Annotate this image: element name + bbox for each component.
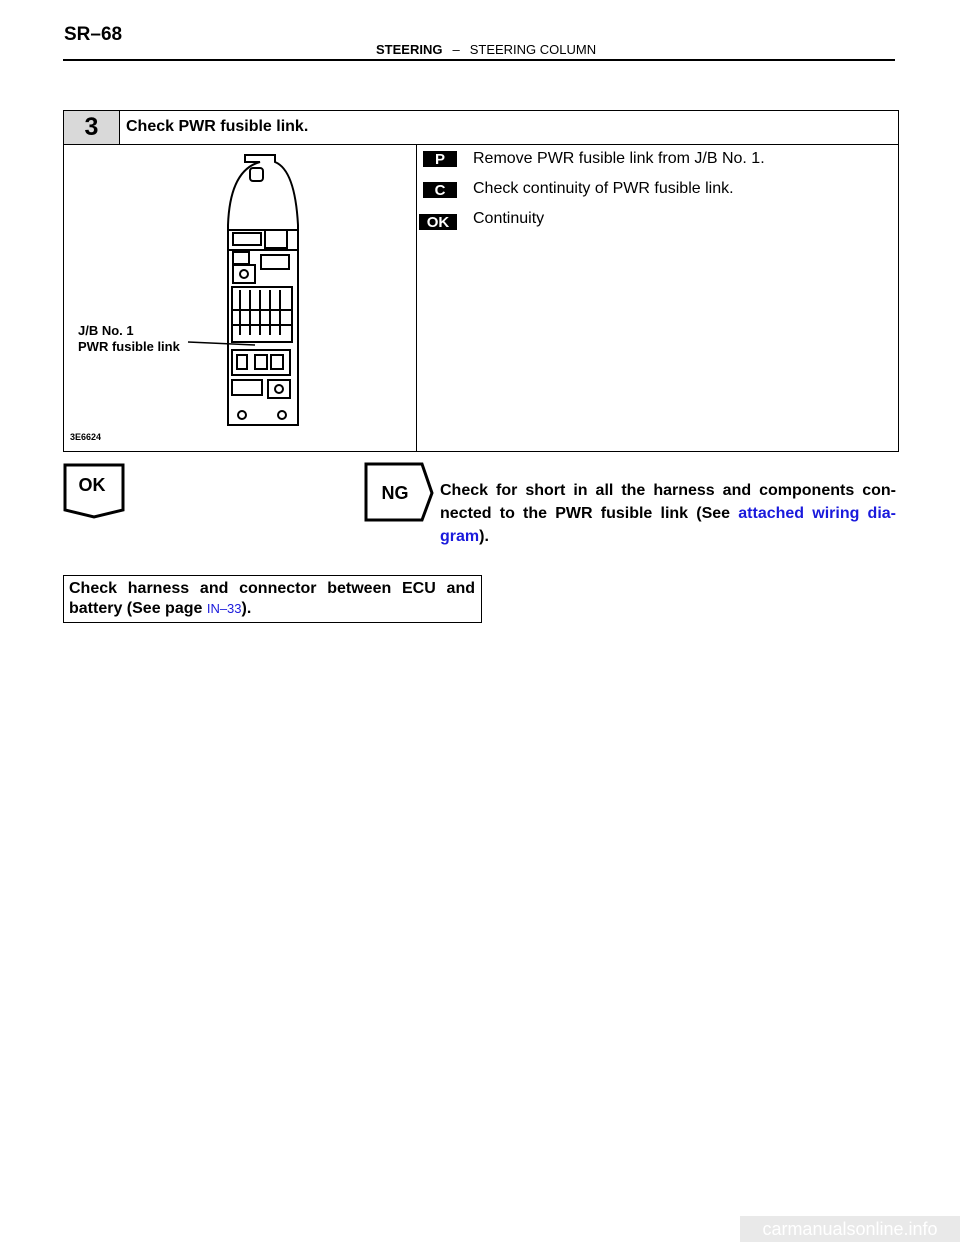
instruction-check: Check continuity of PWR fusible link. [473,180,734,197]
ok-badge [63,463,127,519]
procedure-tag-ok: OK [419,214,457,230]
wiring-diagram-link[interactable]: attached wiring dia- gram [440,505,896,545]
ng-badge [364,462,428,518]
header-title [376,42,596,57]
figure-label-jb: J/B No. 1 [78,323,134,338]
result-text-body: Check harness and connector between ECU and battery (See page [69,580,475,617]
ok-badge-label: OK [78,474,106,495]
instruction-result: Continuity [473,210,545,227]
instruction-remove: Remove PWR fusible link from J/B No. 1. [473,150,765,167]
result-text-end: ). [241,600,252,617]
ng-badge-label: NG [381,482,409,503]
procedure-tag-p: P [423,151,457,167]
header-rule [63,59,895,61]
figure-code: 3E6624 [70,432,102,442]
column-divider [416,144,417,452]
junction-block-figure [70,150,410,445]
procedure-tag-c: C [423,182,457,198]
figure-label-pwr-link: PWR fusible link [78,339,180,354]
result-box [63,575,482,623]
step-number: 3 [64,111,120,144]
page-number: SR–68 [64,24,123,45]
step-title: Check PWR fusible link. [126,118,309,135]
watermark: carmanualsonline.info [740,1216,960,1242]
ng-instruction [440,479,896,548]
result-text [69,579,475,619]
header-separator: – [452,42,460,57]
section-title: STEERING [376,42,443,57]
ng-instruction-text: Check for short in all the harness and components con- nected to the PWR fusible link (See [440,482,896,522]
page-reference-link[interactable]: IN–33 [206,601,242,616]
ng-instruction-end: ). [479,528,489,545]
subsection-title: STEERING COLUMN [469,42,597,57]
title-divider [64,144,898,145]
